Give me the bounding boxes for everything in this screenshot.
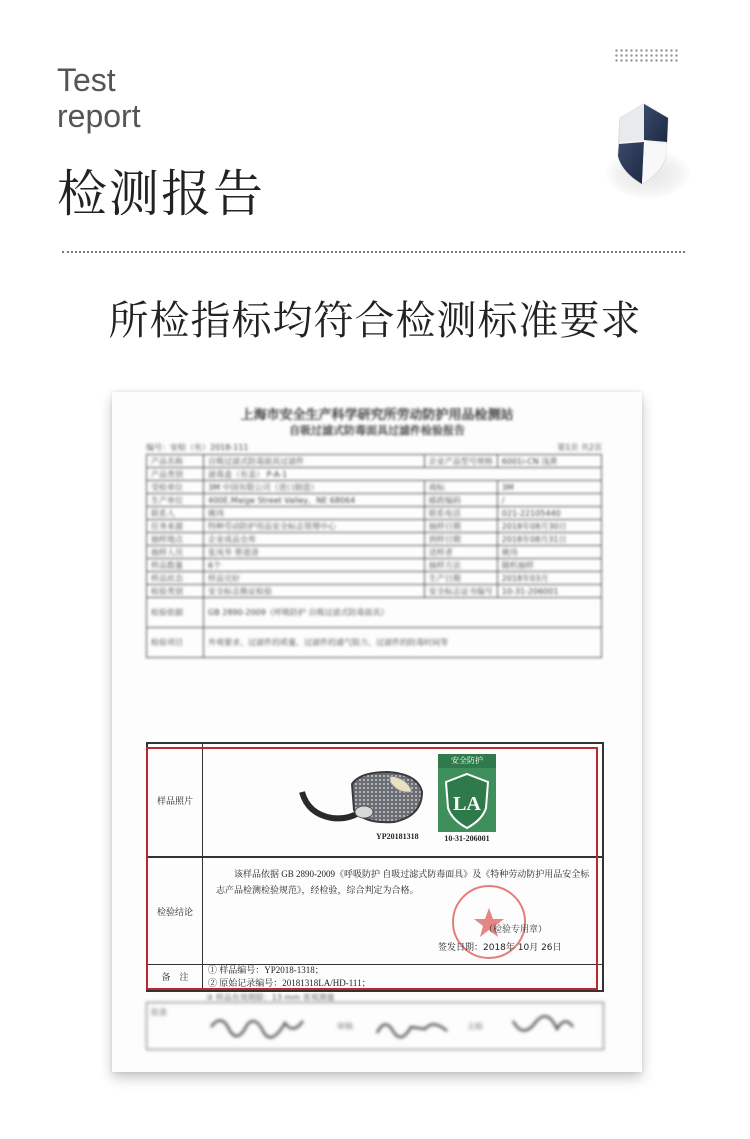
table-cell: 检验类别 <box>147 585 204 598</box>
table-cell: 样品完好 <box>204 572 425 585</box>
table-cell: 联系人 <box>147 507 204 520</box>
sign-date: 签发日期：2018年 10月 26日 <box>438 943 562 953</box>
table-cell: 抽样方法 <box>424 559 497 572</box>
table-cell: 6个 <box>204 559 425 572</box>
table-row <box>147 507 602 520</box>
sample-photo-label-cell <box>148 744 203 856</box>
test-report-document <box>112 392 642 1072</box>
stamp-use-text: （检验专用章） <box>484 925 548 935</box>
table-cell: 生产单位 <box>147 494 204 507</box>
sign-label-inspect: 主检 <box>467 1022 483 1031</box>
institution-name: 上海市安全生产科学研究所劳动防护用品检测站 <box>240 408 514 423</box>
table-cell: 6001i-CN 浅黄 <box>497 455 601 468</box>
table-row <box>147 628 602 658</box>
table-cell: 受检单位 <box>147 481 204 494</box>
table-cell: 姚玮 <box>204 507 425 520</box>
table-cell: 随机抽样 <box>497 559 601 572</box>
dot-grid-icon <box>614 48 680 64</box>
la-letters: LA <box>453 793 481 815</box>
table-cell: 检验依据 <box>147 598 204 628</box>
report-number: 编号：安检（有）2018-111 <box>146 443 249 452</box>
report-lower-section <box>146 742 602 1031</box>
table-cell: 产品名称 <box>147 455 204 468</box>
report-info-table <box>146 454 602 658</box>
table-cell: 产品类别 <box>147 468 204 481</box>
table-cell: 样品状态 <box>147 572 204 585</box>
table-cell: 安全标志证书编号 <box>424 585 497 598</box>
sample-photo-label: 样品照片 <box>156 796 193 807</box>
note-validity: ③ 样品有效期限：13 mm 客观测量 <box>206 993 335 1002</box>
conclusion-label: 检验结论 <box>156 907 193 918</box>
la-shield-icon <box>438 768 496 832</box>
table-cell: 检验项目 <box>147 628 204 658</box>
table-cell: 2018年08月31日 <box>497 533 601 546</box>
table-cell: 姚玮 <box>497 546 601 559</box>
filter-cartridge-image <box>298 762 428 832</box>
table-cell: 邮政编码 <box>424 494 497 507</box>
table-cell: 滤毒盒（有盖） P-A-1 <box>204 468 602 481</box>
sign-label-review: 审核 <box>337 1022 353 1031</box>
table-cell: 样品数量 <box>147 559 204 572</box>
table-row <box>147 468 602 481</box>
conclusion-text: 该样品依据 GB 2890-2009《呼吸防护 自吸过滤式防毒面具》及《特种劳动防护用品安全标志产品检测检验规范》，经检验，综合判定为合格。 <box>216 869 590 895</box>
report-title: 自吸过滤式防毒面具过滤件检验报告 <box>289 424 465 437</box>
table-cell: 企业成品仓库 <box>204 533 425 546</box>
header-english-title <box>57 62 141 134</box>
signature-1 <box>207 1007 307 1045</box>
sign-label-approve: 批准 <box>151 1008 167 1017</box>
table-cell: 3M 中国有限公司（进口制造） <box>204 481 425 494</box>
table-cell: GB 2890-2009《呼吸防护 自吸过滤式防毒面具》 <box>204 598 602 628</box>
table-cell: 2018年08月30日 <box>497 520 601 533</box>
table-cell: 外观要求、过滤件的质量、过滤件的通气阻力、过滤件的防毒时间等 <box>204 628 602 658</box>
page-info: 第1页 共2页 <box>557 443 602 452</box>
table-cell: 任务来源 <box>147 520 204 533</box>
table-cell: 张凤华 蔡道清 <box>204 546 425 559</box>
table-row <box>147 585 602 598</box>
page-title: 检测报告 <box>57 165 265 223</box>
table-cell: / <box>497 494 601 507</box>
note-sample-number: ① 样品编号：YP2018-1318； <box>208 965 324 975</box>
table-cell: 抽样人员 <box>147 546 204 559</box>
table-cell: 企业产品型号规格 <box>424 455 497 468</box>
signature-2 <box>373 1009 453 1043</box>
sample-photo-row <box>146 742 604 856</box>
table-row <box>147 481 602 494</box>
header-english-line2: report <box>57 98 141 134</box>
shield-icon <box>600 98 690 198</box>
table-cell: 联系电话 <box>424 507 497 520</box>
table-row <box>147 572 602 585</box>
conclusion-row <box>146 856 604 965</box>
conclusion-label-cell <box>148 858 203 964</box>
table-cell: 抽样日期 <box>424 520 497 533</box>
table-cell: 3M <box>497 481 601 494</box>
notes-label: 备 注 <box>161 973 189 983</box>
la-certification-badge <box>438 754 496 846</box>
notes-label-cell <box>148 963 203 990</box>
table-cell: 021-22105440 <box>497 507 601 520</box>
table-row <box>147 533 602 546</box>
table-cell: 特种劳动防护用品安全标志管理中心 <box>204 520 425 533</box>
notes-row <box>146 963 604 992</box>
table-cell: 自吸过滤式防毒面具过滤件 <box>204 455 425 468</box>
subtitle: 所检指标均符合检测标准要求 <box>108 298 642 344</box>
table-cell: 抽样地点 <box>147 533 204 546</box>
table-cell: 400E.Maige Street Valley，NE 68064 <box>204 494 425 507</box>
table-cell: 2018年03月 <box>497 572 601 585</box>
table-row <box>147 559 602 572</box>
table-row <box>147 598 602 628</box>
note-record-number: ② 原始记录编号：20181318LA/HD-111； <box>208 978 371 988</box>
table-row <box>147 455 602 468</box>
la-badge-top-text: 安全防护 <box>438 754 496 768</box>
table-cell: 到样日期 <box>424 533 497 546</box>
table-cell: 商标 <box>424 481 497 494</box>
header-english-line1: Test <box>57 62 116 98</box>
table-cell: 生产日期 <box>424 572 497 585</box>
signature-3 <box>507 1009 577 1043</box>
table-row <box>147 520 602 533</box>
product-code: YP20181318 <box>376 832 419 841</box>
table-cell: 10-31-206001 <box>497 585 601 598</box>
signature-row <box>146 1002 604 1050</box>
table-cell: 安全标志换证检验 <box>204 585 425 598</box>
dotted-divider <box>62 251 685 253</box>
table-cell: 送样者 <box>424 546 497 559</box>
la-badge-number: 10-31-206001 <box>444 834 490 843</box>
table-row <box>147 546 602 559</box>
table-row <box>147 494 602 507</box>
